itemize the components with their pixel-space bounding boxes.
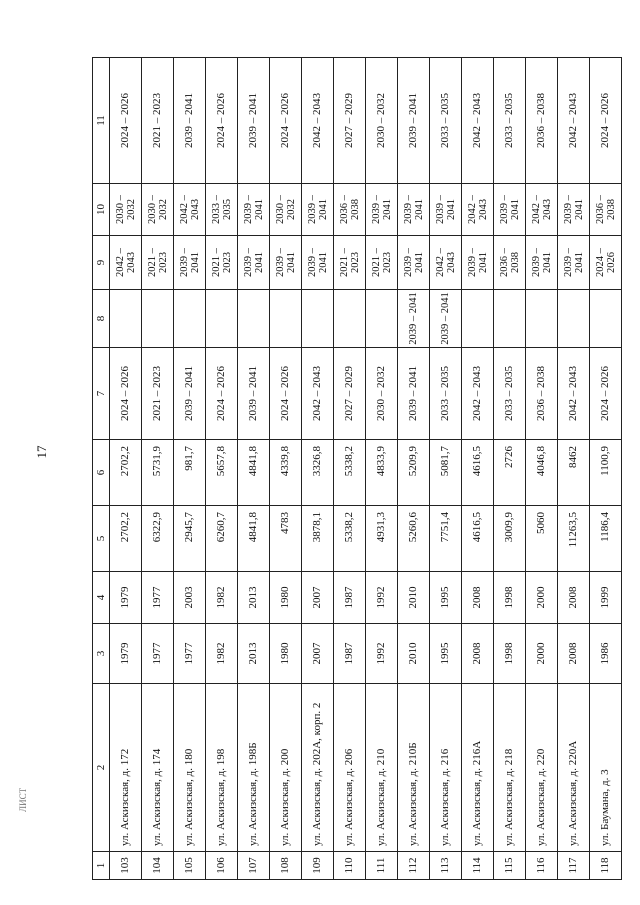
- table-row: [302, 58, 334, 880]
- cell-c8: [526, 290, 558, 348]
- cell-c9: 2039 – 2041: [558, 236, 590, 290]
- cell-c3: 1977: [142, 624, 174, 684]
- cell-c11: 2030 – 2032: [366, 58, 398, 184]
- cell-c8: [142, 290, 174, 348]
- cell-address: ул. Аскизская, д. 174: [142, 684, 174, 852]
- cell-c9: 2042 – 2043: [430, 236, 462, 290]
- cell-c3: 1987: [334, 624, 366, 684]
- cell-c7: 2024 – 2026: [270, 348, 302, 440]
- cell-c5: 3878,1: [302, 506, 334, 572]
- schedule-table: [92, 57, 622, 880]
- cell-c8: [206, 290, 238, 348]
- cell-c3: 2007: [302, 624, 334, 684]
- cell-address: ул. Аскизская, д. 198: [206, 684, 238, 852]
- cell-c3: 2008: [558, 624, 590, 684]
- cell-c10: 2039 – 2041: [302, 184, 334, 236]
- table-container: [92, 58, 616, 880]
- cell-c5: 7751,4: [430, 506, 462, 572]
- cell-c9: 2024 – 2026: [590, 236, 622, 290]
- cell-c6: 4046,8: [526, 440, 558, 506]
- cell-c3: 2008: [462, 624, 494, 684]
- cell-c9: 2039 – 2041: [238, 236, 270, 290]
- cell-c4: 2003: [174, 572, 206, 624]
- cell-c9: 2039 – 2041: [302, 236, 334, 290]
- cell-address: ул. Аскизская, д. 198Б: [238, 684, 270, 852]
- cell-c8: [302, 290, 334, 348]
- cell-c11: 2039 – 2041: [174, 58, 206, 184]
- cell-c4: 1998: [494, 572, 526, 624]
- cell-c5: 4841,8: [238, 506, 270, 572]
- cell-n: 106: [206, 852, 238, 880]
- cell-c11: 2036 – 2038: [526, 58, 558, 184]
- cell-c10: 2042 – 2043: [174, 184, 206, 236]
- cell-c9: 2039 – 2041: [526, 236, 558, 290]
- cell-c7: 2042 – 2043: [462, 348, 494, 440]
- cell-c3: 1977: [174, 624, 206, 684]
- cell-c5: 2702,2: [110, 506, 142, 572]
- cell-c6: 2702,2: [110, 440, 142, 506]
- cell-c5: 4783: [270, 506, 302, 572]
- cell-c8: [238, 290, 270, 348]
- cell-c4: 1999: [590, 572, 622, 624]
- cell-c9: 2021 – 2023: [366, 236, 398, 290]
- cell-c7: 2039 – 2041: [174, 348, 206, 440]
- cell-c4: 2010: [398, 572, 430, 624]
- cell-n: 118: [590, 852, 622, 880]
- cell-c6: 4841,8: [238, 440, 270, 506]
- cell-c3: 2013: [238, 624, 270, 684]
- cell-c11: 2024 – 2026: [270, 58, 302, 184]
- column-header: 4: [93, 572, 110, 624]
- cell-c6: 5338,2: [334, 440, 366, 506]
- cell-c3: 1982: [206, 624, 238, 684]
- cell-n: 117: [558, 852, 590, 880]
- cell-n: 109: [302, 852, 334, 880]
- cell-c3: 1995: [430, 624, 462, 684]
- cell-n: 114: [462, 852, 494, 880]
- cell-c10: 2039 – 2041: [366, 184, 398, 236]
- table-row: [238, 58, 270, 880]
- cell-c6: 3326,8: [302, 440, 334, 506]
- cell-c6: 2726: [494, 440, 526, 506]
- cell-c10: 2039 – 2041: [430, 184, 462, 236]
- column-header: 10: [93, 184, 110, 236]
- column-header: 11: [93, 58, 110, 184]
- cell-address: ул. Аскизская, д. 218: [494, 684, 526, 852]
- cell-c3: 2010: [398, 624, 430, 684]
- cell-n: 107: [238, 852, 270, 880]
- cell-c10: 2039 – 2041: [238, 184, 270, 236]
- cell-c10: 2030 – 2032: [142, 184, 174, 236]
- cell-c10: 2033 – 2035: [206, 184, 238, 236]
- cell-c11: 2039 – 2041: [398, 58, 430, 184]
- cell-c6: 4339,8: [270, 440, 302, 506]
- cell-c7: 2024 – 2026: [110, 348, 142, 440]
- table-row: [526, 58, 558, 880]
- table-row: [110, 58, 142, 880]
- cell-c7: 2042 – 2043: [558, 348, 590, 440]
- cell-c8: 2039 – 2041: [398, 290, 430, 348]
- column-header: 3: [93, 624, 110, 684]
- cell-c4: 1995: [430, 572, 462, 624]
- column-header: 9: [93, 236, 110, 290]
- cell-c4: 2007: [302, 572, 334, 624]
- cell-c11: 2021 – 2023: [142, 58, 174, 184]
- table-row: [366, 58, 398, 880]
- cell-c7: 2039 – 2041: [398, 348, 430, 440]
- table-row: [206, 58, 238, 880]
- cell-c5: 11263,5: [558, 506, 590, 572]
- cell-c6: 4833,9: [366, 440, 398, 506]
- header-row: [93, 58, 110, 880]
- cell-c9: 2042 – 2043: [110, 236, 142, 290]
- cell-c7: 2024 – 2026: [206, 348, 238, 440]
- column-header: 7: [93, 348, 110, 440]
- table-row: [174, 58, 206, 880]
- cell-address: ул. Аскизская, д. 220: [526, 684, 558, 852]
- column-header: 1: [93, 852, 110, 880]
- table-row: [398, 58, 430, 880]
- table-row: [142, 58, 174, 880]
- cell-c10: 2030 – 2032: [110, 184, 142, 236]
- cell-n: 113: [430, 852, 462, 880]
- cell-c6: 5209,9: [398, 440, 430, 506]
- cell-c10: 2039 – 2041: [494, 184, 526, 236]
- cell-c3: 1980: [270, 624, 302, 684]
- cell-address: ул. Аскизская, д. 200: [270, 684, 302, 852]
- table-row: [462, 58, 494, 880]
- cell-c10: 2042 – 2043: [526, 184, 558, 236]
- table-row: [590, 58, 622, 880]
- cell-address: ул. Аскизская, д. 180: [174, 684, 206, 852]
- cell-c7: 2039 – 2041: [238, 348, 270, 440]
- table-row: [430, 58, 462, 880]
- cell-address: ул. Аскизская, д. 206: [334, 684, 366, 852]
- cell-c7: 2033 – 2035: [494, 348, 526, 440]
- cell-c11: 2033 – 2035: [494, 58, 526, 184]
- cell-c8: [590, 290, 622, 348]
- cell-c4: 2008: [462, 572, 494, 624]
- cell-c11: 2027 – 2029: [334, 58, 366, 184]
- cell-address: ул. Аскизская, д. 216: [430, 684, 462, 852]
- cell-address: ул. Аскизская, д. 210Б: [398, 684, 430, 852]
- cell-address: ул. Аскизская, д. 216А: [462, 684, 494, 852]
- cell-address: ул. Аскизская, д. 220А: [558, 684, 590, 852]
- cell-c8: [270, 290, 302, 348]
- cell-address: ул. Аскизская, д. 172: [110, 684, 142, 852]
- cell-c11: 2042 – 2043: [462, 58, 494, 184]
- cell-c3: 1998: [494, 624, 526, 684]
- column-header: 5: [93, 506, 110, 572]
- cell-c5: 2945,7: [174, 506, 206, 572]
- cell-c7: 2042 – 2043: [302, 348, 334, 440]
- cell-c4: 1980: [270, 572, 302, 624]
- cell-n: 104: [142, 852, 174, 880]
- table-row: [334, 58, 366, 880]
- cell-c4: 1977: [142, 572, 174, 624]
- cell-c8: [366, 290, 398, 348]
- cell-c10: 2036 – 2038: [334, 184, 366, 236]
- cell-n: 103: [110, 852, 142, 880]
- cell-c4: 1987: [334, 572, 366, 624]
- cell-c6: 4616,5: [462, 440, 494, 506]
- cell-c5: 5260,6: [398, 506, 430, 572]
- cell-address: ул. Баумана, д. 3: [590, 684, 622, 852]
- cell-c5: 1186,4: [590, 506, 622, 572]
- cell-c11: 2042 – 2043: [302, 58, 334, 184]
- table-row: [494, 58, 526, 880]
- cell-c8: [110, 290, 142, 348]
- cell-c5: 5338,2: [334, 506, 366, 572]
- cell-n: 105: [174, 852, 206, 880]
- cell-c7: 2036 – 2038: [526, 348, 558, 440]
- cell-c11: 2024 – 2026: [590, 58, 622, 184]
- cell-c9: 2021 – 2023: [334, 236, 366, 290]
- cell-c10: 2039 – 2041: [558, 184, 590, 236]
- cell-c7: 2030 – 2032: [366, 348, 398, 440]
- cell-address: ул. Аскизская, д. 202А, корп. 2: [302, 684, 334, 852]
- cell-n: 112: [398, 852, 430, 880]
- cell-n: 108: [270, 852, 302, 880]
- table-body: [110, 58, 622, 880]
- cell-c6: 8462: [558, 440, 590, 506]
- cell-c6: 5081,7: [430, 440, 462, 506]
- cell-n: 110: [334, 852, 366, 880]
- cell-c3: 1992: [366, 624, 398, 684]
- column-header: 8: [93, 290, 110, 348]
- cell-c9: 2039 – 2041: [398, 236, 430, 290]
- cell-c10: 2030 – 2032: [270, 184, 302, 236]
- cell-c8: [462, 290, 494, 348]
- cell-c5: 3009,9: [494, 506, 526, 572]
- column-header: 2: [93, 684, 110, 852]
- table-row: [270, 58, 302, 880]
- cell-c7: 2027 – 2029: [334, 348, 366, 440]
- rotated-table: [92, 58, 616, 880]
- cell-c7: 2033 – 2035: [430, 348, 462, 440]
- cell-c7: 2024 – 2026: [590, 348, 622, 440]
- cell-c9: 2039 – 2041: [174, 236, 206, 290]
- cell-c5: 4616,5: [462, 506, 494, 572]
- cell-c8: [558, 290, 590, 348]
- page-number: 17: [34, 445, 49, 459]
- cell-n: 116: [526, 852, 558, 880]
- column-header: 6: [93, 440, 110, 506]
- cell-c9: 2036 – 2038: [494, 236, 526, 290]
- cell-c7: 2021 – 2023: [142, 348, 174, 440]
- cell-c4: 2013: [238, 572, 270, 624]
- cell-c10: 2039 – 2041: [398, 184, 430, 236]
- cell-c4: 2000: [526, 572, 558, 624]
- cell-c5: 6260,7: [206, 506, 238, 572]
- cell-n: 115: [494, 852, 526, 880]
- cell-c9: 2021 – 2023: [142, 236, 174, 290]
- cell-c6: 981,7: [174, 440, 206, 506]
- cell-c3: 1979: [110, 624, 142, 684]
- cell-c4: 1992: [366, 572, 398, 624]
- cell-c11: 2024 – 2026: [110, 58, 142, 184]
- cell-c8: [334, 290, 366, 348]
- cell-c9: 2039 – 2041: [462, 236, 494, 290]
- cell-c8: [494, 290, 526, 348]
- cell-c5: 4931,3: [366, 506, 398, 572]
- cell-n: 111: [366, 852, 398, 880]
- footer-mark: ЛИСТ: [18, 787, 28, 812]
- cell-c5: 5060: [526, 506, 558, 572]
- cell-c5: 6322,9: [142, 506, 174, 572]
- cell-c11: 2042 – 2043: [558, 58, 590, 184]
- cell-c10: 2036 – 2038: [590, 184, 622, 236]
- cell-c11: 2039 – 2041: [238, 58, 270, 184]
- cell-c3: 2000: [526, 624, 558, 684]
- cell-c8: 2039 – 2041: [430, 290, 462, 348]
- cell-c6: 5657,8: [206, 440, 238, 506]
- cell-c6: 1100,9: [590, 440, 622, 506]
- cell-c10: 2042 – 2043: [462, 184, 494, 236]
- cell-c8: [174, 290, 206, 348]
- table-row: [558, 58, 590, 880]
- cell-c4: 1982: [206, 572, 238, 624]
- cell-c4: 2008: [558, 572, 590, 624]
- cell-c6: 5731,9: [142, 440, 174, 506]
- cell-address: ул. Аскизская, д. 210: [366, 684, 398, 852]
- cell-c4: 1979: [110, 572, 142, 624]
- cell-c11: 2033 – 2035: [430, 58, 462, 184]
- cell-c9: 2021 – 2023: [206, 236, 238, 290]
- cell-c11: 2024 – 2026: [206, 58, 238, 184]
- cell-c9: 2039 – 2041: [270, 236, 302, 290]
- cell-c3: 1986: [590, 624, 622, 684]
